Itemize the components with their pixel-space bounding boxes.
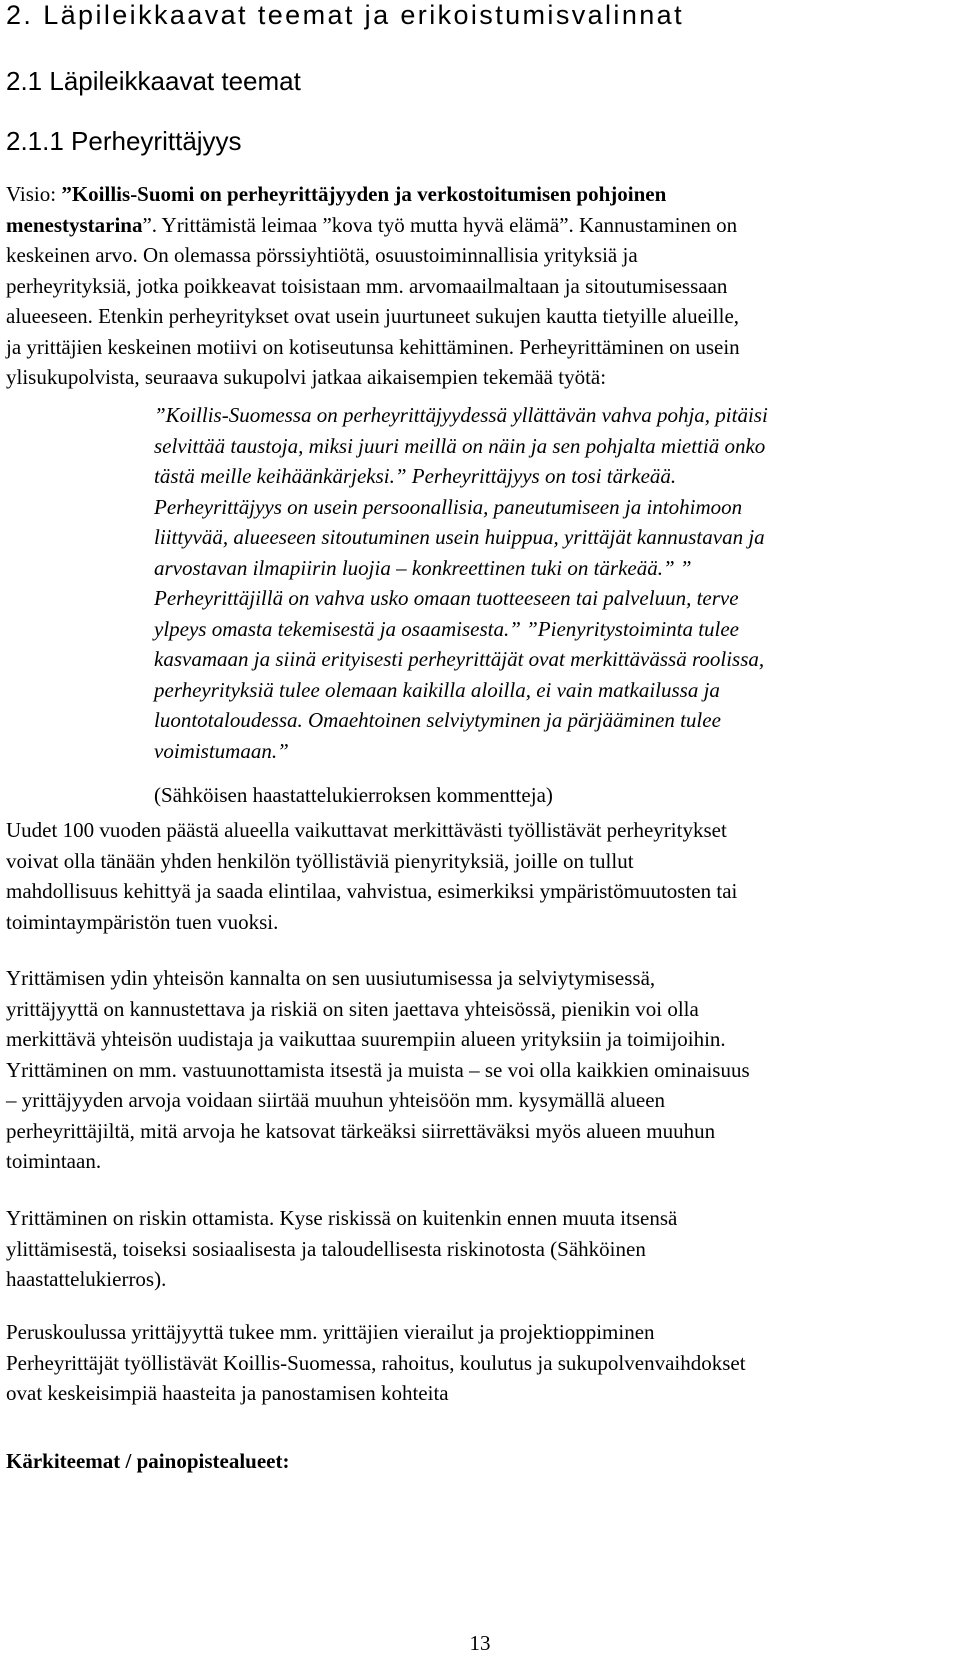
vision-line: [6, 210, 956, 241]
quote-line: Perheyrittäjillä on vahva usko omaan tuotteeseen tai palveluun, terve: [154, 586, 739, 610]
paragraph-2: [6, 963, 956, 1177]
vision-line: alueeseen. Etenkin perheyritykset ovat usein juurtuneet sukujen kautta tietyille alueille,: [6, 304, 740, 328]
paragraph-line: – yrittäjyyden arvoja voidaan siirtää muuhun yhteisöön mm. kysymällä alueen: [6, 1088, 666, 1112]
section-heading: 2. Läpileikkaavat teemat ja erikoistumisvalinnat: [6, 0, 684, 30]
paragraph-4: [6, 1317, 956, 1409]
quote-line: ylpeys omasta tekemisestä ja osaamisesta.” ”Pienyritystoiminta tulee: [154, 616, 740, 641]
paragraph-line: perheyrittäjiltä, mitä arvoja he katsovat tärkeäksi siirrettäväksi myös alueen muuhun: [6, 1118, 716, 1143]
vision-line: ylisukupolvista, seuraava sukupolvi jatkaa aikaisempien tekemää työtä:: [6, 365, 607, 389]
paragraph-1: [6, 815, 956, 937]
vision-line: keskeinen arvo. On olemassa pörssiyhtiötä, osuustoiminnallisia yrityksiä ja: [6, 243, 638, 267]
quote-line: liittyvää, alueeseen sitoutuminen usein huippua, yrittäjät kannustavan ja: [154, 525, 765, 549]
paragraph-line: Yrittämisen ydin yhteisön kannalta on sen uusiutumisessa ja selviytymisessä,: [6, 966, 656, 990]
subsection-heading: 2.1 Läpileikkaavat teemat: [6, 66, 301, 96]
quote-line: arvostavan ilmapiirin luojia – konkreettinen tuki on tärkeää.” ”: [154, 555, 692, 580]
vision-text: ”. Yrittämistä leimaa ”kova työ mutta hyvä elämä”. Kannustaminen on: [142, 212, 738, 237]
quote-source: (Sähköisen haastattelukierroksen kommentteja): [154, 783, 553, 807]
quote-line: ”Koillis-Suomessa on perheyrittäjyydessä yllättävän vahva pohja, pitäisi: [154, 403, 768, 427]
quote-line: selvittää taustoja, miksi juuri meillä on näin ja sen pohjalta miettiä onko: [154, 433, 766, 458]
page-number: 13: [469, 1631, 491, 1655]
paragraph-line: Peruskoulussa yrittäjyyttä tukee mm. yrittäjien vierailut ja projektioppiminen: [6, 1320, 655, 1344]
vision-statement-bold: ”Koillis-Suomi on perheyrittäjyyden ja verkostoitumisen pohjoinen: [61, 182, 667, 206]
paragraph-line: ylittämisestä, toiseksi sosiaalisesta ja taloudellisesta riskinotosta (Sähköinen: [6, 1236, 646, 1261]
vision-line: ja yrittäjien keskeinen motiivi on kotiseutunsa kehittäminen. Perheyrittäminen on usein: [6, 334, 740, 359]
paragraph-line: toimintaympäristön tuen vuoksi.: [6, 909, 279, 934]
paragraph-line: mahdollisuus kehittyä ja saada elintilaa, vahvistua, esimerkiksi ympäristömuutosten tai: [6, 879, 738, 903]
quote-line: voimistumaan.”: [154, 738, 289, 763]
subsubsection-heading: 2.1.1 Perheyrittäjyys: [6, 126, 242, 156]
paragraph-line: Uudet 100 vuoden päästä alueella vaikuttavat merkittävästi työllistävät perheyritykset: [6, 818, 727, 842]
quote-line: kasvamaan ja siinä erityisesti perheyrittäjät ovat merkittävässä roolissa,: [154, 647, 765, 671]
paragraph-line: haastattelukierros).: [6, 1267, 167, 1291]
paragraph-line: toimintaan.: [6, 1149, 102, 1173]
vision-line: perheyrityksiä, jotka poikkeavat toisistaan mm. arvomaailmaltaan ja sitoutumisessaan: [6, 273, 728, 298]
paragraph-line: merkittävä yhteisön uudistaja ja vaikuttaa suurempiin alueen yrityksiin ja toimijoihin.: [6, 1027, 726, 1051]
paragraph-line: voivat olla tänään yhden henkilön työllistäviä pienyrityksiä, joille on tullut: [6, 848, 634, 873]
paragraph-line: Perheyrittäjät työllistävät Koillis-Suomessa, rahoitus, koulutus ja sukupolvenvaihdokset: [6, 1350, 746, 1375]
quote-line: Perheyrittäjyys on usein persoonallisia, paneutumiseen ja intohimoon: [154, 494, 743, 519]
vision-line: [6, 179, 956, 210]
paragraph-line: ovat keskeisimpiä haasteita ja panostamisen kohteita: [6, 1381, 449, 1405]
quote-line: luontotaloudessa. Omaehtoinen selviytyminen ja pärjääminen tulee: [154, 708, 721, 732]
paragraph-line: yrittäjyyttä on kannustettava ja riskiä on siten jaettava yhteisössä, pienikin voi olla: [6, 996, 699, 1021]
interview-quote: [154, 400, 944, 766]
paragraph-3: [6, 1203, 956, 1295]
vision-paragraph: [6, 179, 956, 393]
paragraph-line: Yrittäminen on riskin ottamista. Kyse riskissä on kuitenkin ennen muuta itsensä: [6, 1206, 678, 1230]
paragraph-line: Yrittäminen on mm. vastuunottamista itsestä ja muista – se voi olla kaikkien ominaisuus: [6, 1057, 750, 1082]
vision-statement-bold: menestystarina: [6, 212, 143, 237]
vision-label: Visio:: [6, 182, 62, 206]
focus-areas-heading: Kärkiteemat / painopistealueet:: [6, 1449, 290, 1473]
quote-line: tästä meille keihäänkärjeksi.” Perheyrittäjyys on tosi tärkeää.: [154, 464, 677, 488]
quote-line: perheyrityksiä tulee olemaan kaikilla aloilla, ei vain matkailussa ja: [154, 677, 720, 702]
